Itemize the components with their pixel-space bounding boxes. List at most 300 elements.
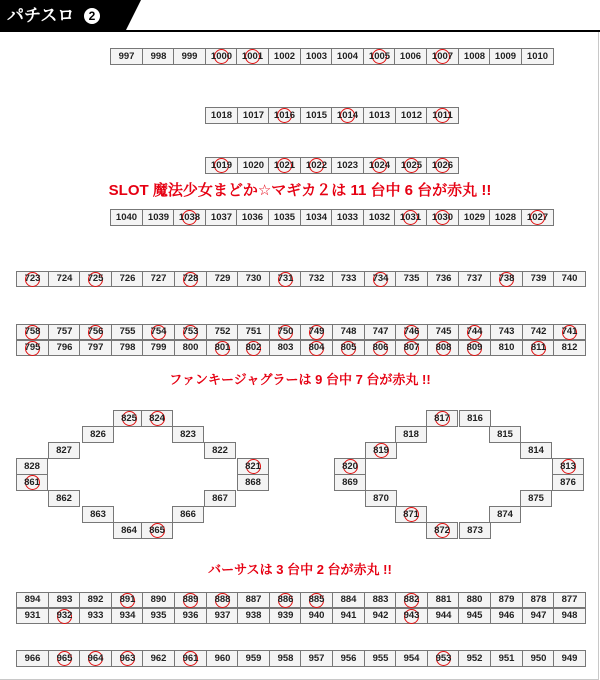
machine-number: 816 [467, 413, 483, 424]
slot-machine-869 [334, 474, 366, 491]
machine-number: 1024 [368, 160, 391, 171]
slot-machine-887 [237, 592, 270, 608]
machine-number: 812 [561, 342, 578, 353]
slot-machine-750 [269, 324, 302, 340]
machine-number: 1017 [242, 110, 265, 121]
slot-machine-816 [459, 410, 491, 427]
machine-number: 828 [24, 461, 40, 472]
machine-number: 873 [467, 525, 483, 536]
machine-number: 809 [466, 342, 483, 353]
slot-machine-1028 [489, 209, 522, 226]
slot-machine-939 [269, 608, 302, 624]
slot-machine-798 [111, 340, 144, 356]
machine-number: 817 [434, 413, 450, 424]
machine-number: 884 [340, 594, 357, 605]
machine-number: 801 [214, 342, 231, 353]
slot-machine-935 [142, 608, 175, 624]
machine-number: 808 [435, 342, 452, 353]
machine-number: 724 [56, 273, 73, 284]
machine-number: 871 [403, 509, 419, 520]
slot-machine-944 [427, 608, 460, 624]
machine-number: 877 [561, 594, 578, 605]
machine-number: 824 [149, 413, 165, 424]
machine-number: 864 [121, 525, 137, 536]
machine-number: 960 [214, 653, 231, 664]
slot-machine-745 [427, 324, 460, 340]
machine-number: 946 [498, 610, 515, 621]
machine-number: 1026 [431, 160, 454, 171]
machine-number: 1032 [368, 212, 391, 223]
machine-number: 821 [245, 461, 261, 472]
slot-machine-799 [142, 340, 175, 356]
slot-machine-1012 [395, 107, 428, 124]
slot-machine-940 [300, 608, 333, 624]
machine-number: 888 [214, 594, 231, 605]
slot-machine-748 [332, 324, 365, 340]
machine-number: 933 [87, 610, 104, 621]
slot-machine-893 [48, 592, 81, 608]
slot-machine-938 [237, 608, 270, 624]
slot-machine-882 [395, 592, 428, 608]
slot-machine-1027 [521, 209, 554, 226]
slot-machine-1031 [394, 209, 427, 226]
machine-number: 954 [403, 653, 420, 664]
machine-number: 739 [530, 273, 547, 284]
slot-machine-827 [48, 442, 80, 459]
slot-machine-1025 [395, 157, 428, 174]
slot-machine-1004 [331, 48, 364, 65]
machine-number: 931 [24, 610, 41, 621]
machine-number: 1009 [494, 51, 517, 62]
machine-number: 723 [24, 273, 41, 284]
slot-machine-889 [174, 592, 207, 608]
slot-machine-932 [48, 608, 81, 624]
slot-machine-871 [395, 506, 427, 523]
slot-machine-810 [490, 340, 523, 356]
slot-machine-1037 [205, 209, 238, 226]
machine-number: 1006 [399, 51, 422, 62]
slot-machine-1039 [142, 209, 175, 226]
slot-machine-891 [111, 592, 144, 608]
slot-machine-1016 [268, 107, 301, 124]
machine-number: 949 [561, 653, 578, 664]
slot-machine-802 [237, 340, 270, 356]
caption-madoka: SLOT 魔法少女まどか☆マギカ２は 11 台中 6 台が赤丸 !! [108, 182, 492, 199]
machine-number: 955 [372, 653, 389, 664]
slot-machine-725 [79, 271, 112, 287]
slot-machine-818 [395, 426, 427, 443]
slot-machine-961 [174, 650, 207, 667]
machine-number: 939 [277, 610, 294, 621]
slot-machine-731 [269, 271, 302, 287]
machine-number: 1011 [432, 110, 453, 121]
caption-versus: バーサスは 3 台中 2 台が赤丸 !! [208, 562, 392, 577]
machine-number: 802 [245, 342, 262, 353]
machine-number: 874 [497, 509, 513, 520]
machine-number: 876 [560, 477, 576, 488]
slot-machine-937 [206, 608, 239, 624]
slot-machine-890 [142, 592, 175, 608]
slot-machine-754 [142, 324, 175, 340]
slot-machine-1013 [363, 107, 396, 124]
slot-machine-1006 [394, 48, 427, 65]
machine-number: 950 [530, 653, 547, 664]
machine-number: 1035 [273, 212, 296, 223]
machine-number: 1013 [368, 110, 391, 121]
slot-machine-811 [522, 340, 555, 356]
machine-number: 881 [435, 594, 452, 605]
slot-machine-880 [458, 592, 491, 608]
slot-machine-936 [174, 608, 207, 624]
machine-number: 951 [498, 653, 515, 664]
slot-machine-753 [174, 324, 207, 340]
machine-number: 1010 [526, 51, 549, 62]
slot-machine-796 [48, 340, 81, 356]
machine-number: 754 [150, 326, 167, 337]
slot-machine-885 [300, 592, 333, 608]
slot-machine-746 [395, 324, 428, 340]
slot-machine-757 [48, 324, 81, 340]
machine-number: 755 [119, 326, 136, 337]
machine-number: 1002 [273, 51, 296, 62]
machine-number: 872 [434, 525, 450, 536]
slot-machine-1011 [426, 107, 459, 124]
machine-number: 810 [498, 342, 515, 353]
machine-number: 1031 [399, 212, 422, 223]
machine-number: 883 [372, 594, 389, 605]
slot-machine-866 [172, 506, 204, 523]
machine-number: 945 [466, 610, 483, 621]
machine-number: 815 [497, 429, 513, 440]
slot-machine-933 [79, 608, 112, 624]
slot-machine-946 [490, 608, 523, 624]
slot-machine-958 [269, 650, 302, 667]
machine-number: 1015 [305, 110, 328, 121]
slot-machine-999 [173, 48, 206, 65]
slot-machine-1023 [331, 157, 364, 174]
slot-machine-758 [16, 324, 49, 340]
machine-number: 959 [245, 653, 262, 664]
machine-number: 880 [466, 594, 483, 605]
slot-machine-734 [364, 271, 397, 287]
slot-machine-820 [334, 458, 366, 475]
slot-machine-941 [332, 608, 365, 624]
slot-machine-1030 [426, 209, 459, 226]
machine-number: 732 [308, 273, 325, 284]
machine-number: 997 [118, 51, 135, 62]
slot-machine-742 [522, 324, 555, 340]
slot-machine-1000 [205, 48, 238, 65]
slot-machine-964 [79, 650, 112, 667]
slot-machine-797 [79, 340, 112, 356]
slot-machine-1010 [521, 48, 554, 65]
machine-number: 891 [119, 594, 136, 605]
slot-machine-865 [141, 522, 173, 539]
slot-machine-739 [522, 271, 555, 287]
machine-number: 1027 [526, 212, 549, 223]
machine-number: 862 [56, 493, 72, 504]
slot-machine-998 [142, 48, 175, 65]
machine-number: 861 [24, 477, 40, 488]
slot-machine-736 [427, 271, 460, 287]
machine-number: 820 [342, 461, 358, 472]
slot-machine-1032 [363, 209, 396, 226]
machine-number: 823 [180, 429, 196, 440]
machine-number: 1018 [210, 110, 233, 121]
machine-number: 1012 [400, 110, 423, 121]
slot-machine-1033 [331, 209, 364, 226]
machine-number: 965 [56, 653, 73, 664]
slot-machine-756 [79, 324, 112, 340]
machine-number: 893 [56, 594, 73, 605]
machine-number: 1008 [463, 51, 486, 62]
slot-machine-824 [141, 410, 173, 427]
machine-number: 752 [214, 326, 231, 337]
slot-machine-1014 [331, 107, 364, 124]
slot-machine-952 [458, 650, 491, 667]
slot-machine-752 [206, 324, 239, 340]
machine-number: 952 [466, 653, 483, 664]
slot-machine-795 [16, 340, 49, 356]
slot-machine-965 [48, 650, 81, 667]
slot-machine-747 [364, 324, 397, 340]
machine-number: 941 [340, 610, 357, 621]
slot-machine-1018 [205, 107, 238, 124]
machine-number: 751 [245, 326, 262, 337]
slot-machine-1026 [426, 157, 459, 174]
slot-machine-726 [111, 271, 144, 287]
machine-number: 956 [340, 653, 357, 664]
machine-number: 733 [340, 273, 357, 284]
machine-number: 744 [466, 326, 483, 337]
machine-number: 886 [277, 594, 294, 605]
slot-machine-823 [172, 426, 204, 443]
machine-number: 819 [373, 445, 389, 456]
machine-number: 953 [435, 653, 452, 664]
machine-number: 725 [87, 273, 104, 284]
machine-number: 961 [182, 653, 199, 664]
slot-machine-821 [237, 458, 269, 475]
slot-machine-1040 [110, 209, 143, 226]
slot-machine-806 [364, 340, 397, 356]
machine-number: 935 [150, 610, 167, 621]
machine-number: 947 [530, 610, 547, 621]
machine-number: 1039 [147, 212, 170, 223]
slot-machine-755 [111, 324, 144, 340]
machine-number: 957 [308, 653, 325, 664]
machine-number: 894 [24, 594, 41, 605]
slot-machine-826 [82, 426, 114, 443]
slot-machine-1022 [300, 157, 333, 174]
machine-number: 797 [87, 342, 104, 353]
slot-machine-955 [364, 650, 397, 667]
slot-machine-949 [553, 650, 586, 667]
machine-number: 818 [403, 429, 419, 440]
machine-number: 958 [277, 653, 294, 664]
slot-machine-740 [553, 271, 586, 287]
slot-machine-1029 [458, 209, 491, 226]
slot-machine-862 [48, 490, 80, 507]
machine-number: 1003 [305, 51, 328, 62]
slot-machine-1020 [237, 157, 270, 174]
machine-number: 1000 [210, 51, 233, 62]
machine-number: 734 [372, 273, 389, 284]
machine-number: 1025 [400, 160, 423, 171]
slot-machine-883 [364, 592, 397, 608]
slot-machine-741 [553, 324, 586, 340]
slot-machine-1007 [426, 48, 459, 65]
slot-machine-1001 [236, 48, 269, 65]
machine-number: 868 [245, 477, 261, 488]
machine-number: 879 [498, 594, 515, 605]
slot-machine-804 [300, 340, 333, 356]
slot-machine-751 [237, 324, 270, 340]
machine-number: 1037 [210, 212, 233, 223]
slot-machine-1015 [300, 107, 333, 124]
slot-machine-950 [522, 650, 555, 667]
slot-machine-819 [365, 442, 397, 459]
slot-machine-892 [79, 592, 112, 608]
slot-machine-957 [300, 650, 333, 667]
machine-number: 932 [56, 610, 73, 621]
machine-number: 798 [119, 342, 136, 353]
slot-machine-1002 [268, 48, 301, 65]
machine-number: 730 [245, 273, 262, 284]
machine-number: 1020 [242, 160, 265, 171]
machine-number: 737 [466, 273, 483, 284]
slot-machine-1034 [300, 209, 333, 226]
machine-number: 743 [498, 326, 515, 337]
machine-number: 963 [119, 653, 136, 664]
slot-machine-861 [16, 474, 48, 491]
slot-machine-868 [237, 474, 269, 491]
machine-number: 948 [561, 610, 578, 621]
slot-machine-800 [174, 340, 207, 356]
machine-number: 825 [121, 413, 137, 424]
slot-machine-1036 [236, 209, 269, 226]
slot-machine-1017 [237, 107, 270, 124]
machine-number: 878 [530, 594, 547, 605]
machine-number: 865 [149, 525, 165, 536]
slot-machine-807 [395, 340, 428, 356]
slot-machine-881 [427, 592, 460, 608]
machine-number: 1014 [336, 110, 359, 121]
slot-machine-997 [110, 48, 143, 65]
machine-number: 728 [182, 273, 199, 284]
slot-machine-863 [82, 506, 114, 523]
slot-machine-886 [269, 592, 302, 608]
machine-number: 944 [435, 610, 452, 621]
slot-machine-743 [490, 324, 523, 340]
header [0, 0, 600, 32]
slot-machine-876 [552, 474, 584, 491]
slot-machine-801 [206, 340, 239, 356]
slot-machine-931 [16, 608, 49, 624]
slot-machine-877 [553, 592, 586, 608]
slot-machine-953 [427, 650, 460, 667]
slot-machine-1021 [268, 157, 301, 174]
slot-machine-1019 [205, 157, 238, 174]
machine-number: 1021 [273, 160, 296, 171]
machine-number: 1007 [431, 51, 454, 62]
slot-machine-966 [16, 650, 49, 667]
machine-number: 870 [373, 493, 389, 504]
machine-number: 1028 [494, 212, 517, 223]
machine-number: 942 [372, 610, 389, 621]
machine-number: 999 [181, 51, 198, 62]
machine-number: 1005 [368, 51, 391, 62]
slot-machine-815 [489, 426, 521, 443]
slot-machine-814 [520, 442, 552, 459]
slot-machine-723 [16, 271, 49, 287]
machine-number: 1030 [431, 212, 454, 223]
slot-machine-1003 [300, 48, 333, 65]
slot-machine-808 [427, 340, 460, 356]
machine-number: 729 [214, 273, 231, 284]
slot-machine-943 [395, 608, 428, 624]
machine-number: 866 [180, 509, 196, 520]
machine-number: 731 [277, 273, 294, 284]
machine-number: 827 [56, 445, 72, 456]
machine-number: 826 [90, 429, 106, 440]
machine-number: 889 [182, 594, 199, 605]
section-title: パチスロ [7, 6, 75, 25]
machine-number: 814 [528, 445, 544, 456]
slot-machine-934 [111, 608, 144, 624]
machine-number: 799 [150, 342, 167, 353]
machine-number: 807 [403, 342, 420, 353]
machine-number: 1019 [210, 160, 233, 171]
machine-number: 757 [56, 326, 73, 337]
machine-number: 738 [498, 273, 515, 284]
machine-number: 813 [560, 461, 576, 472]
slot-machine-959 [237, 650, 270, 667]
machine-number: 885 [308, 594, 325, 605]
machine-number: 934 [119, 610, 136, 621]
slot-machine-879 [490, 592, 523, 608]
caption-funky-juggler: ファンキージャグラーは 9 台中 7 台が赤丸 !! [169, 372, 431, 387]
slot-machine-956 [332, 650, 365, 667]
machine-number: 758 [24, 326, 41, 337]
slot-machine-963 [111, 650, 144, 667]
machine-number: 940 [308, 610, 325, 621]
machine-number: 741 [561, 326, 578, 337]
machine-number: 727 [150, 273, 167, 284]
slot-machine-1035 [268, 209, 301, 226]
slot-machine-728 [174, 271, 207, 287]
machine-number: 1034 [305, 212, 328, 223]
slot-machine-817 [426, 410, 458, 427]
slot-machine-954 [395, 650, 428, 667]
machine-number: 962 [150, 653, 167, 664]
machine-number: 747 [372, 326, 389, 337]
machine-number: 726 [119, 273, 136, 284]
machine-number: 1022 [305, 160, 328, 171]
slot-machine-947 [522, 608, 555, 624]
slot-machine-942 [364, 608, 397, 624]
machine-number: 882 [403, 594, 420, 605]
machine-number: 1040 [115, 212, 138, 223]
slot-machine-727 [142, 271, 175, 287]
slot-machine-805 [332, 340, 365, 356]
slot-machine-888 [206, 592, 239, 608]
machine-number: 795 [24, 342, 41, 353]
machine-number: 887 [245, 594, 262, 605]
slot-machine-867 [204, 490, 236, 507]
slot-machine-872 [426, 522, 458, 539]
slot-machine-730 [237, 271, 270, 287]
slot-machine-1008 [458, 48, 491, 65]
